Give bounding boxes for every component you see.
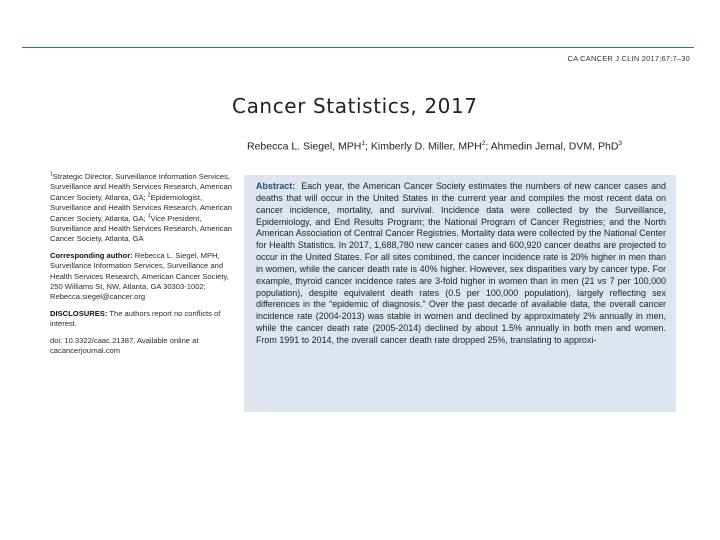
affiliation-text: Epidemiologist, Surveillance and Health Services Research, American Cancer Society, Atlanta, GA; [50,192,232,223]
disclosures-text: The authors report no conflicts of interest. [50,308,221,329]
abstract-box [244,175,676,412]
author-list [247,140,622,153]
affiliation-marker: 1 [50,171,53,178]
author-name: Rebecca L. Siegel, MPH [247,140,362,153]
affiliation-text: Strategic Director, Surveillance Information Services, Surveillance and Health Services Research, American Cancer Society, Atlanta, GA; [50,172,232,202]
doi-text: doi: 10.3322/caac.21387. Available online at cacancerjournal.com [50,335,199,356]
affiliations [50,172,240,245]
author-name: Kimberly D. Miller, MPH [370,140,482,153]
affiliation-marker: 3 [147,213,151,220]
disclosures [50,309,240,330]
article-title: Cancer Statistics, 2017 [232,94,478,118]
journal-citation: CA CANCER J CLIN 2017;67:7–30 [567,54,690,63]
abstract-label: Abstract: [256,181,296,191]
author-affiliation-marker: 3 [618,140,623,147]
author-name: Ahmedin Jemal, DVM, PhD [490,140,619,153]
doi-note [50,336,240,357]
affiliation-marker: 2 [147,192,151,199]
corresponding-author-text: Rebecca L. Siegel, MPH, Surveillance Information Services, Surveillance and Health Services Research, American Cancer Society, 250 Williams St, NW, Atlanta, GA 30303-1002; Rebecca.siegel@cancer.org [50,250,229,302]
author-affiliation-marker: 2 [481,140,486,147]
article-info-column [50,172,240,363]
header-rule [22,47,694,48]
abstract-text: Each year, the American Cancer Society estimates the numbers of new cancer cases and deaths that will occur in the United States in the current year and compiles the most recent data on cancer incidence, mortality, and survival. Incidence data were collected by the Surveillance, Epidemiology, and End Results Program; the National Program of Cancer Registries; and the North American Association of Central Cancer Registries. Mortality data were collected by the National Center for Health Statistics. In 2017, 1,688,780 new cancer cases and 600,920 cancer deaths are projected to occur in the United States. For all sites combined, the cancer incidence rate is 20% higher in men than in women, while the cancer death rate is 40% higher. However, sex disparities vary by cancer type. For example, thyroid cancer incidence rates are 3-fold higher in women than in men (21 vs 7 per 100,000 population), despite equivalent death rates (0.5 per 100,000 population), largely reflecting sex differences in the “epidemic of diagnosis.” Over the past decade of available data, the overall cancer incidence rate (2004-2013) was stable in women and declined by approximately 2% annually in men, while the cancer death rate (2005-2014) declined by about 1.5% annually in both men and women. From 1991 to 2014, the overall cancer death rate dropped 25%, translating to approxi- [256,181,666,345]
corresponding-author [50,251,240,303]
author-separator: ; [485,140,491,153]
disclosures-label: DISCLOSURES: [50,308,108,318]
corresponding-author-label: Corresponding author: [50,250,133,260]
author-separator: ; [365,140,371,153]
author-affiliation-marker: 1 [361,140,366,147]
affiliation-text: Vice President, Surveillance and Health Services Research, American Cancer Society, Atlanta, GA [50,213,232,244]
